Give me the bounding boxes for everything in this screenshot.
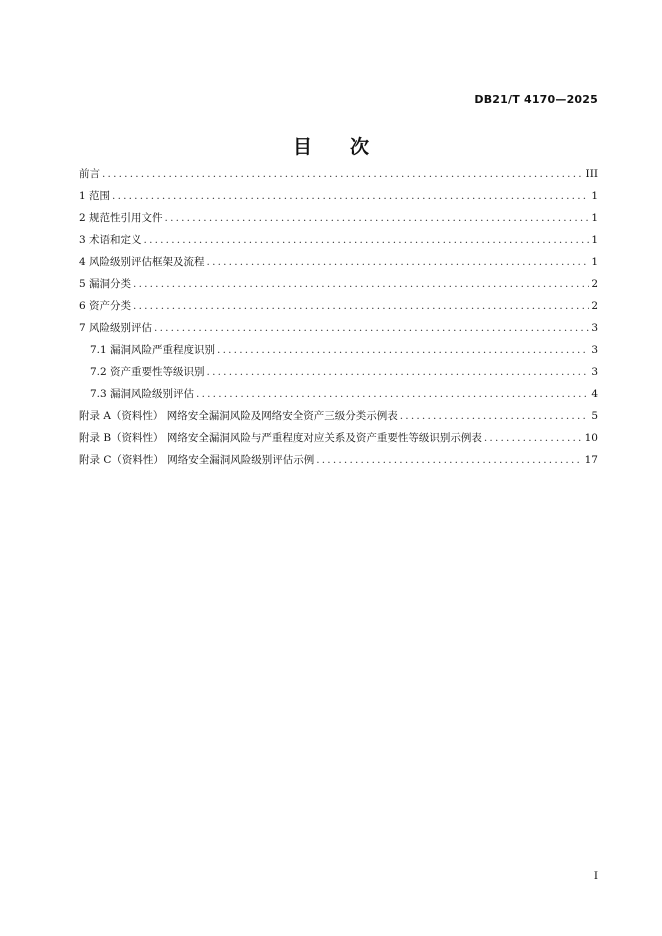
toc-entry[interactable]	[79, 452, 598, 474]
toc-leader-dots	[112, 190, 589, 202]
toc-entry[interactable]	[79, 320, 598, 342]
toc-leader-dots	[207, 366, 590, 378]
toc-entry-page: 3	[591, 344, 598, 356]
toc-entry-page: 17	[584, 454, 598, 466]
toc-leader-dots	[196, 388, 589, 400]
toc-leader-dots	[484, 432, 583, 444]
toc-entry-label: 6 资产分类	[79, 300, 132, 312]
toc-entry[interactable]	[79, 188, 598, 210]
toc-entry[interactable]	[79, 386, 598, 408]
toc-entry-label: 附录 A（资料性） 网络安全漏洞风险及网络安全资产三级分类示例表	[79, 410, 398, 422]
toc-entry-label: 5 漏洞分类	[79, 278, 132, 290]
toc-entry-label: 7.1 漏洞风险严重程度识别	[90, 344, 216, 356]
toc-entry-page: 4	[591, 388, 598, 400]
toc-entry-label: 4 风险级别评估框架及流程	[79, 256, 205, 268]
toc-entry-page: III	[585, 168, 598, 180]
toc-leader-dots	[154, 322, 589, 334]
toc-entry-label: 前言	[79, 168, 100, 180]
toc-entry[interactable]	[79, 364, 598, 386]
toc-leader-dots	[133, 300, 589, 312]
toc-entry-label: 2 规范性引用文件	[79, 212, 163, 224]
toc-leader-dots	[165, 212, 590, 224]
page-number: I	[593, 870, 598, 882]
toc-entry-label: 3 术语和定义	[79, 234, 142, 246]
toc-entry-page: 10	[584, 432, 598, 444]
toc-leader-dots	[217, 344, 589, 356]
toc-entry-label: 7.3 漏洞风险级别评估	[90, 388, 195, 400]
toc-entry[interactable]	[79, 232, 598, 254]
toc-leader-dots	[144, 234, 590, 246]
toc-entry-page: 2	[591, 300, 598, 312]
toc-entry-label: 7 风险级别评估	[79, 322, 153, 334]
toc-entry-label: 7.2 资产重要性等级识别	[90, 366, 205, 378]
toc-entry-page: 1	[591, 190, 598, 202]
toc-leader-dots	[102, 168, 584, 180]
toc-entry-page: 5	[591, 410, 598, 422]
toc-leader-dots	[207, 256, 590, 268]
toc-entry-page: 3	[591, 322, 598, 334]
toc-entry[interactable]	[79, 430, 598, 452]
toc-entry[interactable]	[79, 166, 598, 188]
table-of-contents	[79, 166, 598, 474]
toc-entry[interactable]	[79, 408, 598, 430]
toc-entry-page: 2	[591, 278, 598, 290]
toc-leader-dots	[133, 278, 589, 290]
toc-entry-page: 3	[591, 366, 598, 378]
toc-entry[interactable]	[79, 210, 598, 232]
toc-entry[interactable]	[79, 298, 598, 320]
toc-entry-label: 附录 C（资料性） 网络安全漏洞风险级别评估示例	[79, 454, 315, 466]
toc-entry[interactable]	[79, 276, 598, 298]
toc-leader-dots	[400, 410, 590, 422]
toc-entry[interactable]	[79, 342, 598, 364]
standard-code: DB21/T 4170—2025	[474, 93, 598, 106]
toc-entry-page: 1	[591, 212, 598, 224]
page-title: 目 次	[292, 136, 369, 158]
toc-entry-label: 1 范围	[79, 190, 111, 202]
toc-entry-page: 1	[591, 234, 598, 246]
toc-leader-dots	[316, 454, 582, 466]
toc-entry-page: 1	[591, 256, 598, 268]
toc-entry-label: 附录 B（资料性） 网络安全漏洞风险与严重程度对应关系及资产重要性等级识别示例表	[79, 432, 482, 444]
toc-entry[interactable]	[79, 254, 598, 276]
